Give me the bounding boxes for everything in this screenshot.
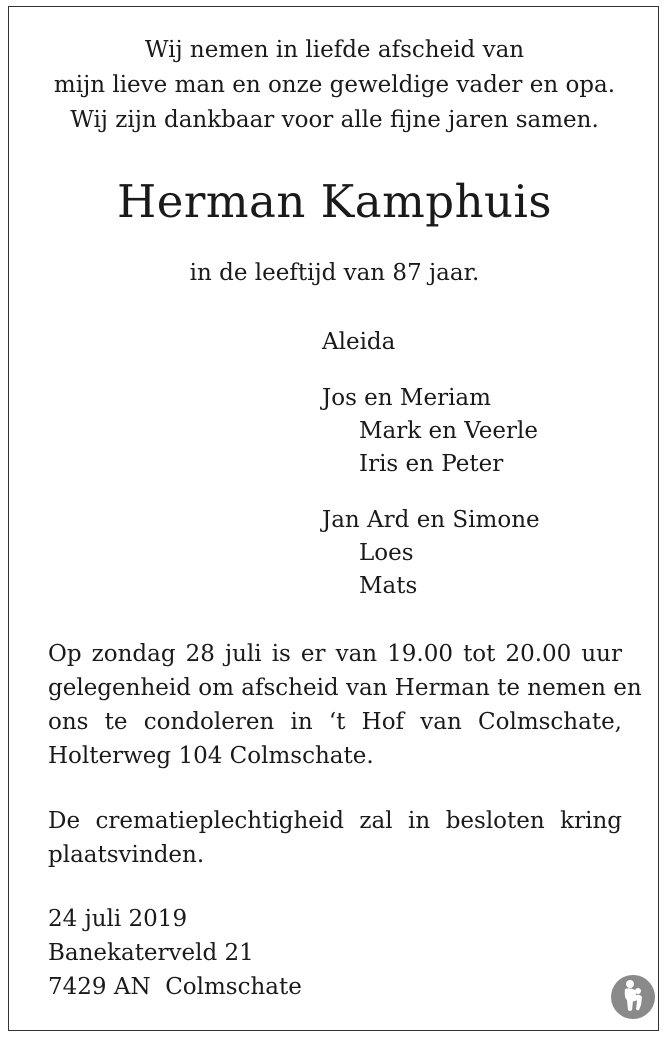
intro-line-1: Wij nemen in liefde afscheid van xyxy=(144,37,525,63)
signoff-date: 24 juli 2019 xyxy=(48,906,188,932)
cremation-line-1: De crematieplechtigheid zal in besloten kring xyxy=(48,808,622,834)
intro-line-3: Wij zijn dankbaar voor alle fijne jaren samen. xyxy=(70,107,599,133)
signoff-street: Banekaterveld 21 xyxy=(48,940,254,966)
age-line: in de leeftijd van 87 jaar. xyxy=(189,260,480,286)
visitation-line-4: Holterweg 104 Colmschate. xyxy=(48,743,374,769)
family-grandchild-2b: Mats xyxy=(359,573,418,599)
deceased-name: Herman Kamphuis xyxy=(116,175,553,228)
family-grandchild-2a: Loes xyxy=(359,540,414,566)
visitation-line-1: Op zondag 28 juli is er van 19.00 tot 20.00 uur xyxy=(48,641,622,667)
family-child-1: Jos en Meriam xyxy=(322,385,491,411)
family-spouse: Aleida xyxy=(322,329,396,355)
family-child-2: Jan Ard en Simone xyxy=(322,507,540,533)
family-grandchild-1a: Mark en Veerle xyxy=(359,418,538,444)
visitation-line-3: ons te condoleren in ‘t Hof van Colmschate, xyxy=(48,709,622,735)
cremation-line-2: plaatsvinden. xyxy=(48,842,205,868)
visitation-line-2: gelegenheid om afscheid van Herman te nemen en xyxy=(48,675,642,701)
visitation-paragraph xyxy=(48,637,642,773)
intro-line-2: mijn lieve man en onze geweldige vader en opa. xyxy=(53,72,616,98)
mourning-figure-icon xyxy=(610,974,656,1020)
cremation-paragraph xyxy=(48,804,622,872)
family-grandchild-1b: Iris en Peter xyxy=(359,451,504,477)
signoff-city: 7429 AN Colmschate xyxy=(48,974,302,1000)
